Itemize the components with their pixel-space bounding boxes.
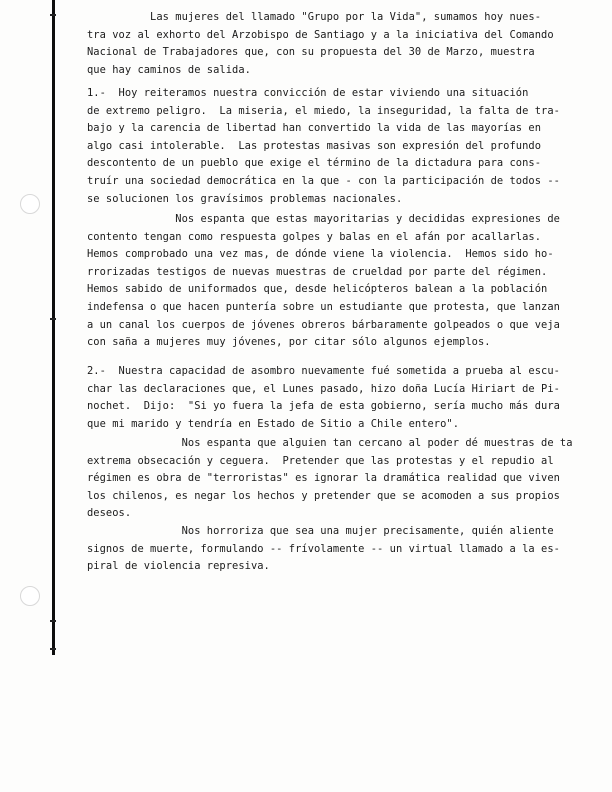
text-line: nochet. Dijo: "Si yo fuera la jefa de esta gobierno, sería mucho más dura xyxy=(87,400,560,413)
text-line: rrorizadas testigos de nuevas muestras de crueldad por parte del régimen. xyxy=(87,265,548,278)
text-line: Las mujeres del llamado "Grupo por la Vida", sumamos hoy nues- xyxy=(87,11,542,23)
text-line: Nacional de Trabajadores que, con su propuesta del 30 de Marzo, muestra xyxy=(87,46,535,59)
margin-tick xyxy=(50,14,56,16)
text-line: se solucionen los gravísimos problemas nacionales. xyxy=(87,192,403,205)
text-line: Nos espanta que alguien tan cercano al poder dé muestras de ta xyxy=(87,437,573,449)
text-line: que mi marido y tendría en Estado de Sitio a Chile entero". xyxy=(87,417,460,430)
text-line: régimen es obra de "terroristas" es ignorar la dramática realidad que viven xyxy=(87,472,560,485)
text-line: char las declaraciones que, el Lunes pasado, hizo doña Lucía Hiriart de Pi- xyxy=(87,382,560,395)
text-line: que hay caminos de salida. xyxy=(87,63,251,76)
text-line: signos de muerte, formulando -- frívolamente -- un virtual llamado a la es- xyxy=(87,542,560,555)
text-line: los chilenos, es negar los hechos y pretender que se acomoden a sus propios xyxy=(87,489,560,502)
section-2-paragraph xyxy=(87,363,587,433)
intro-paragraph xyxy=(87,9,587,79)
margin-tick xyxy=(50,648,56,650)
section-1-paragraph xyxy=(87,85,587,208)
text-line: Hemos sabido de uniformados que, desde helicópteros balean a la población xyxy=(87,283,548,296)
text-line: 1.- Hoy reiteramos nuestra convicción de estar viviendo una situación xyxy=(87,87,529,99)
text-line: deseos. xyxy=(87,507,132,520)
text-line: descontento de un pueblo que exige el término de la dictadura para cons- xyxy=(87,157,542,170)
margin-tick xyxy=(50,318,56,320)
text-line: indefensa o que hacen puntería sobre un estudiante que protesta, que lanzan xyxy=(87,300,560,313)
punch-hole-top xyxy=(20,194,40,214)
text-line: tra voz al exhorto del Arzobispo de Santiago y a la iniciativa del Comando xyxy=(87,28,554,41)
section-1-continuation xyxy=(87,211,587,352)
text-line: Nos espanta que estas mayoritarias y decididas expresiones de xyxy=(87,213,560,225)
text-line: piral de violencia represiva. xyxy=(87,560,270,573)
text-line: de extremo peligro. La miseria, el miedo, la inseguridad, la falta de tra- xyxy=(87,104,560,117)
section-2-continuation xyxy=(87,435,587,523)
text-line: truír una sociedad democrática en la que - con la participación de todos -- xyxy=(87,174,560,187)
text-line: con saña a mujeres muy jóvenes, por citar sólo algunos ejemplos. xyxy=(87,336,491,349)
text-line: 2.- Nuestra capacidad de asombro nuevamente fué sometida a prueba al escu- xyxy=(87,365,560,377)
text-line: a un canal los cuerpos de jóvenes obreros bárbaramente golpeados o que veja xyxy=(87,318,560,331)
text-line: Hemos comprobado una vez mas, de dónde viene la violencia. Hemos sido ho- xyxy=(87,248,554,261)
text-line: extrema obsecación y ceguera. Pretender que las protestas y el repudio al xyxy=(87,454,554,467)
margin-tick xyxy=(50,620,56,622)
text-line: Nos horroriza que sea una mujer precisamente, quién aliente xyxy=(87,525,554,537)
text-line: contento tengan como respuesta golpes y balas en el afán por acallarlas. xyxy=(87,230,542,243)
left-margin-rule xyxy=(52,0,55,655)
punch-hole-bottom xyxy=(20,586,40,606)
section-2-closing xyxy=(87,523,587,576)
text-line: algo casi intolerable. Las protestas masivas son expresión del profundo xyxy=(87,139,542,152)
text-line: bajo y la carencia de libertad han convertido la vida de las mayorías en xyxy=(87,122,542,135)
